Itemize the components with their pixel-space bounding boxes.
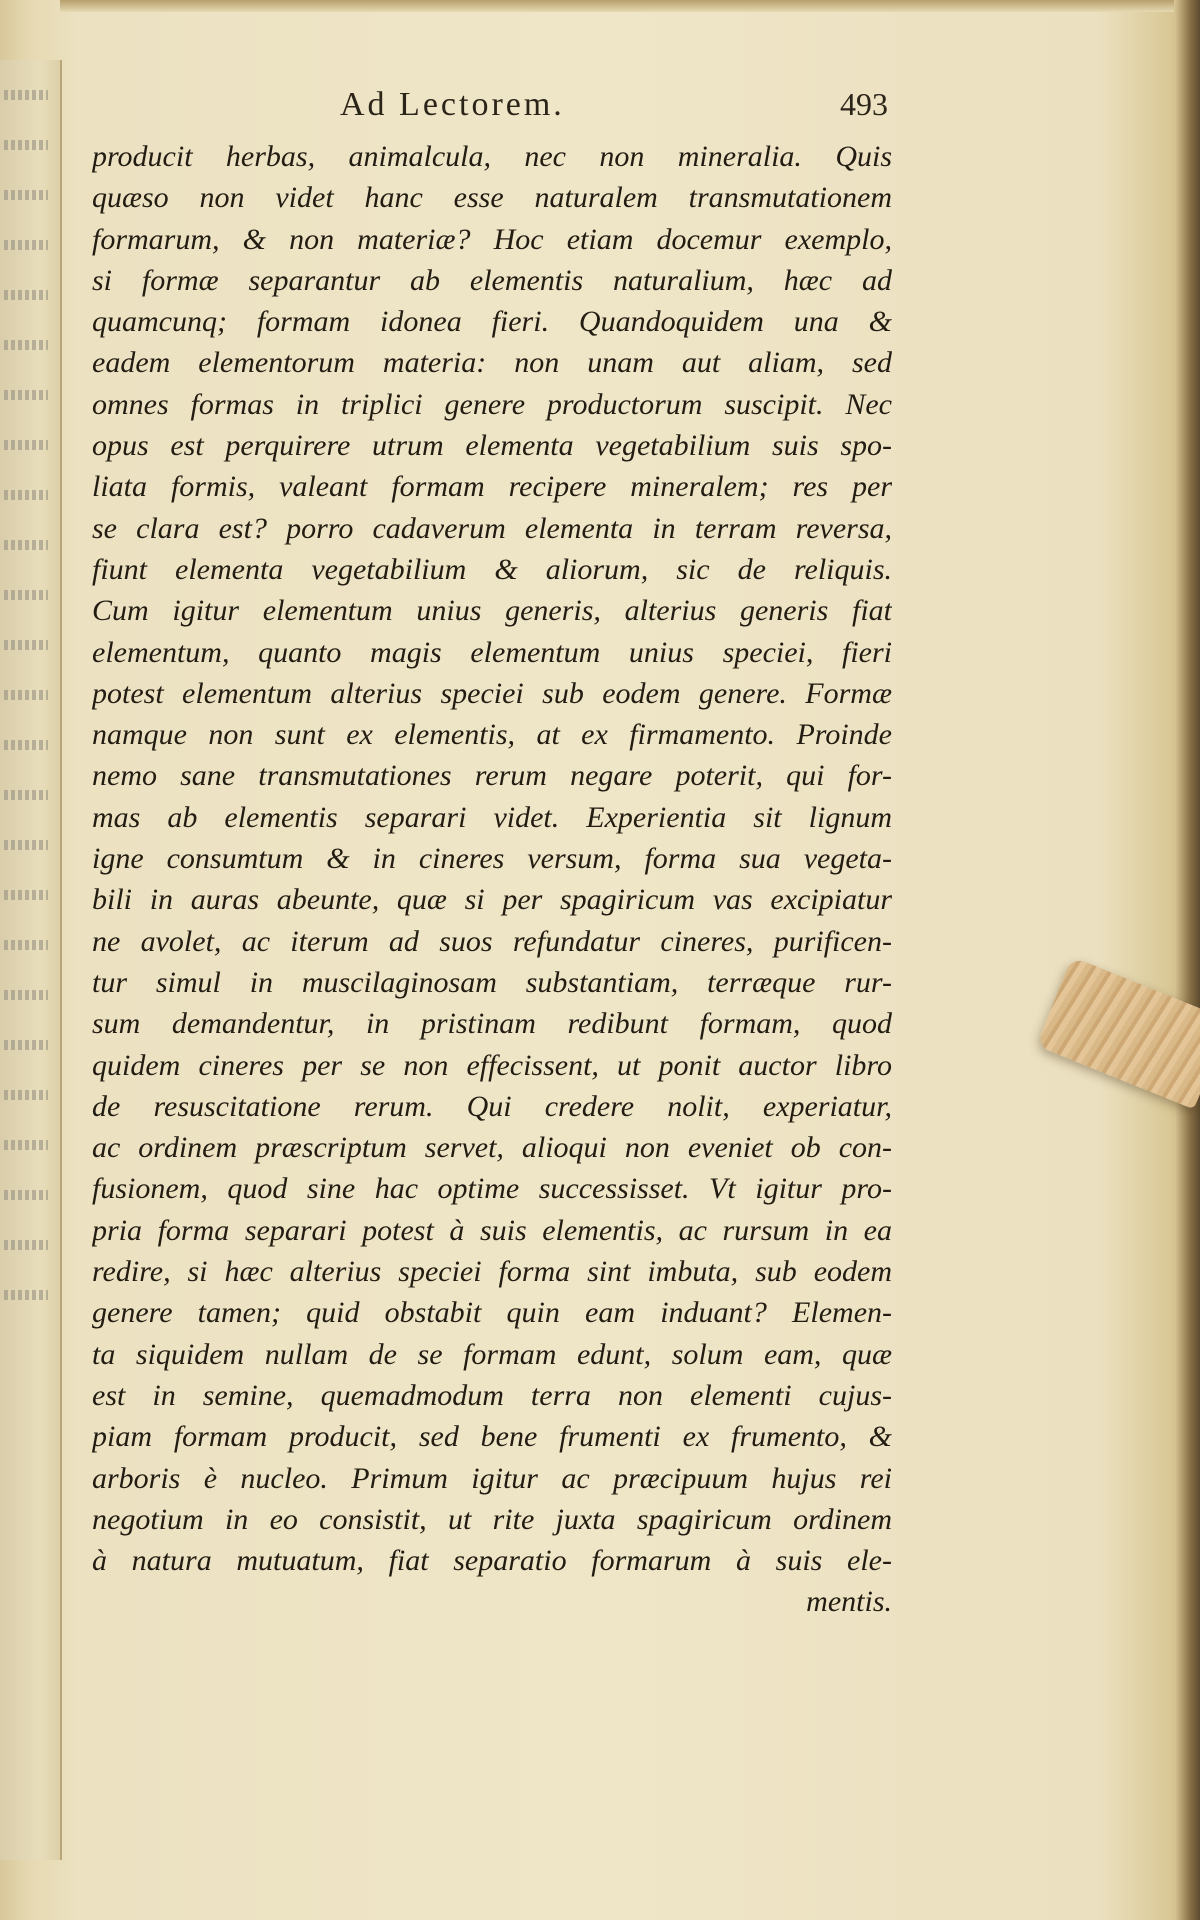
text-line: bili in auras abeunte, quæ si per spagiricum vas excipiatur	[92, 883, 892, 917]
text-line: quæso non videt hanc esse naturalem transmutationem	[92, 181, 892, 215]
page-number: 493	[840, 86, 888, 122]
text-line: mas ab elementis separari videt. Experientia sit lignum	[92, 800, 892, 834]
bleed-through-mark	[4, 990, 48, 1000]
bleed-through-mark	[4, 340, 48, 350]
text-line: potest elementum alterius speciei sub eodem genere. Formæ	[92, 676, 892, 710]
text-line: fusionem, quod sine hac optime successisset. Vt igitur pro-	[92, 1172, 892, 1206]
bleed-through-mark	[4, 890, 48, 900]
bleed-through-mark	[4, 290, 48, 300]
text-line: ne avolet, ac iterum ad suos refundatur cineres, purificen-	[92, 924, 892, 958]
text-line: quamcunq; formam idonea fieri. Quandoquidem una &	[92, 305, 892, 339]
text-line: à natura mutuatum, fiat separatio formarum à suis ele-	[92, 1544, 892, 1578]
bleed-through-mark	[4, 690, 48, 700]
text-line: quidem cineres per se non effecissent, ut ponit auctor libro	[92, 1048, 892, 1082]
text-line: liata formis, valeant formam recipere mineralem; res per	[92, 470, 892, 504]
text-line: formarum, & non materiæ? Hoc etiam docemur exemplo,	[92, 222, 892, 256]
adjacent-page-edge	[0, 60, 62, 1860]
text-line: elementum, quanto magis elementum unius speciei, fieri	[92, 635, 892, 669]
text-line: omnes formas in triplici genere productorum suscipit. Nec	[92, 387, 892, 421]
bleed-through-mark	[4, 1140, 48, 1150]
bleed-through-mark	[4, 1090, 48, 1100]
bleed-through-mark	[4, 1040, 48, 1050]
text-line: opus est perquirere utrum elementa vegetabilium suis spo-	[92, 429, 892, 463]
text-line: est in semine, quemadmodum terra non elementi cujus-	[92, 1378, 892, 1412]
text-line: de resuscitatione rerum. Qui credere nolit, experiatur,	[92, 1089, 892, 1123]
bleed-through-mark	[4, 390, 48, 400]
text-line: fiunt elementa vegetabilium & aliorum, sic de reliquis.	[92, 552, 892, 586]
bleed-through-mark	[4, 140, 48, 150]
text-line: producit herbas, animalcula, nec non mineralia. Quis	[92, 140, 892, 173]
text-line: piam formam producit, sed bene frumenti ex frumento, &	[92, 1420, 892, 1454]
text-line: Cum igitur elementum unius generis, alterius generis fiat	[92, 594, 892, 628]
text-line: si formæ separantur ab elementis naturalium, hæc ad	[92, 263, 892, 297]
text-line: genere tamen; quid obstabit quin eam induant? Elemen-	[92, 1296, 892, 1330]
bleed-through-mark	[4, 440, 48, 450]
bleed-through-mark	[4, 190, 48, 200]
bleed-through-mark	[4, 1240, 48, 1250]
text-line: arboris è nucleo. Primum igitur ac præcipuum hujus rei	[92, 1461, 892, 1495]
text-line: se clara est? porro cadaverum elementa in terram reversa,	[92, 511, 892, 545]
bleed-through-mark	[4, 490, 48, 500]
bleed-through-mark	[4, 1290, 48, 1300]
bleed-through-mark	[4, 640, 48, 650]
text-line: namque non sunt ex elementis, at ex firmamento. Proinde	[92, 718, 892, 752]
bleed-through-mark	[4, 790, 48, 800]
bleed-through-mark	[4, 240, 48, 250]
text-line: redire, si hæc alterius speciei forma sint imbuta, sub eodem	[92, 1255, 892, 1289]
page-top-edge	[60, 0, 1200, 12]
text-line: ac ordinem præscriptum servet, alioqui non eveniet ob con-	[92, 1131, 892, 1165]
bleed-through-mark	[4, 940, 48, 950]
bleed-through-mark	[4, 540, 48, 550]
text-line: negotium in eo consistit, ut rite juxta spagiricum ordinem	[92, 1502, 892, 1536]
body-text	[92, 136, 892, 1623]
bleed-through-mark	[4, 840, 48, 850]
bleed-through-mark	[4, 90, 48, 100]
bleed-through-mark	[4, 590, 48, 600]
text-line: eadem elementorum materia: non unam aut aliam, sed	[92, 346, 892, 380]
text-line: ta siquidem nullam de se formam edunt, solum eam, quæ	[92, 1337, 892, 1371]
page-gutter-shadow	[1174, 0, 1200, 1920]
bleed-through-mark	[4, 740, 48, 750]
running-header: Ad Lectorem.	[340, 86, 565, 123]
text-line: tur simul in muscilaginosam substantiam, terræque rur-	[92, 965, 892, 999]
text-line: sum demandentur, in pristinam redibunt formam, quod	[92, 1007, 892, 1041]
text-line: pria forma separari potest à suis elementis, ac rursum in ea	[92, 1213, 892, 1247]
text-line: nemo sane transmutationes rerum negare poterit, qui for-	[92, 759, 892, 793]
bleed-through-mark	[4, 1190, 48, 1200]
text-line: mentis.	[806, 1585, 892, 1619]
text-line: igne consumtum & in cineres versum, forma sua vegeta-	[92, 842, 892, 876]
